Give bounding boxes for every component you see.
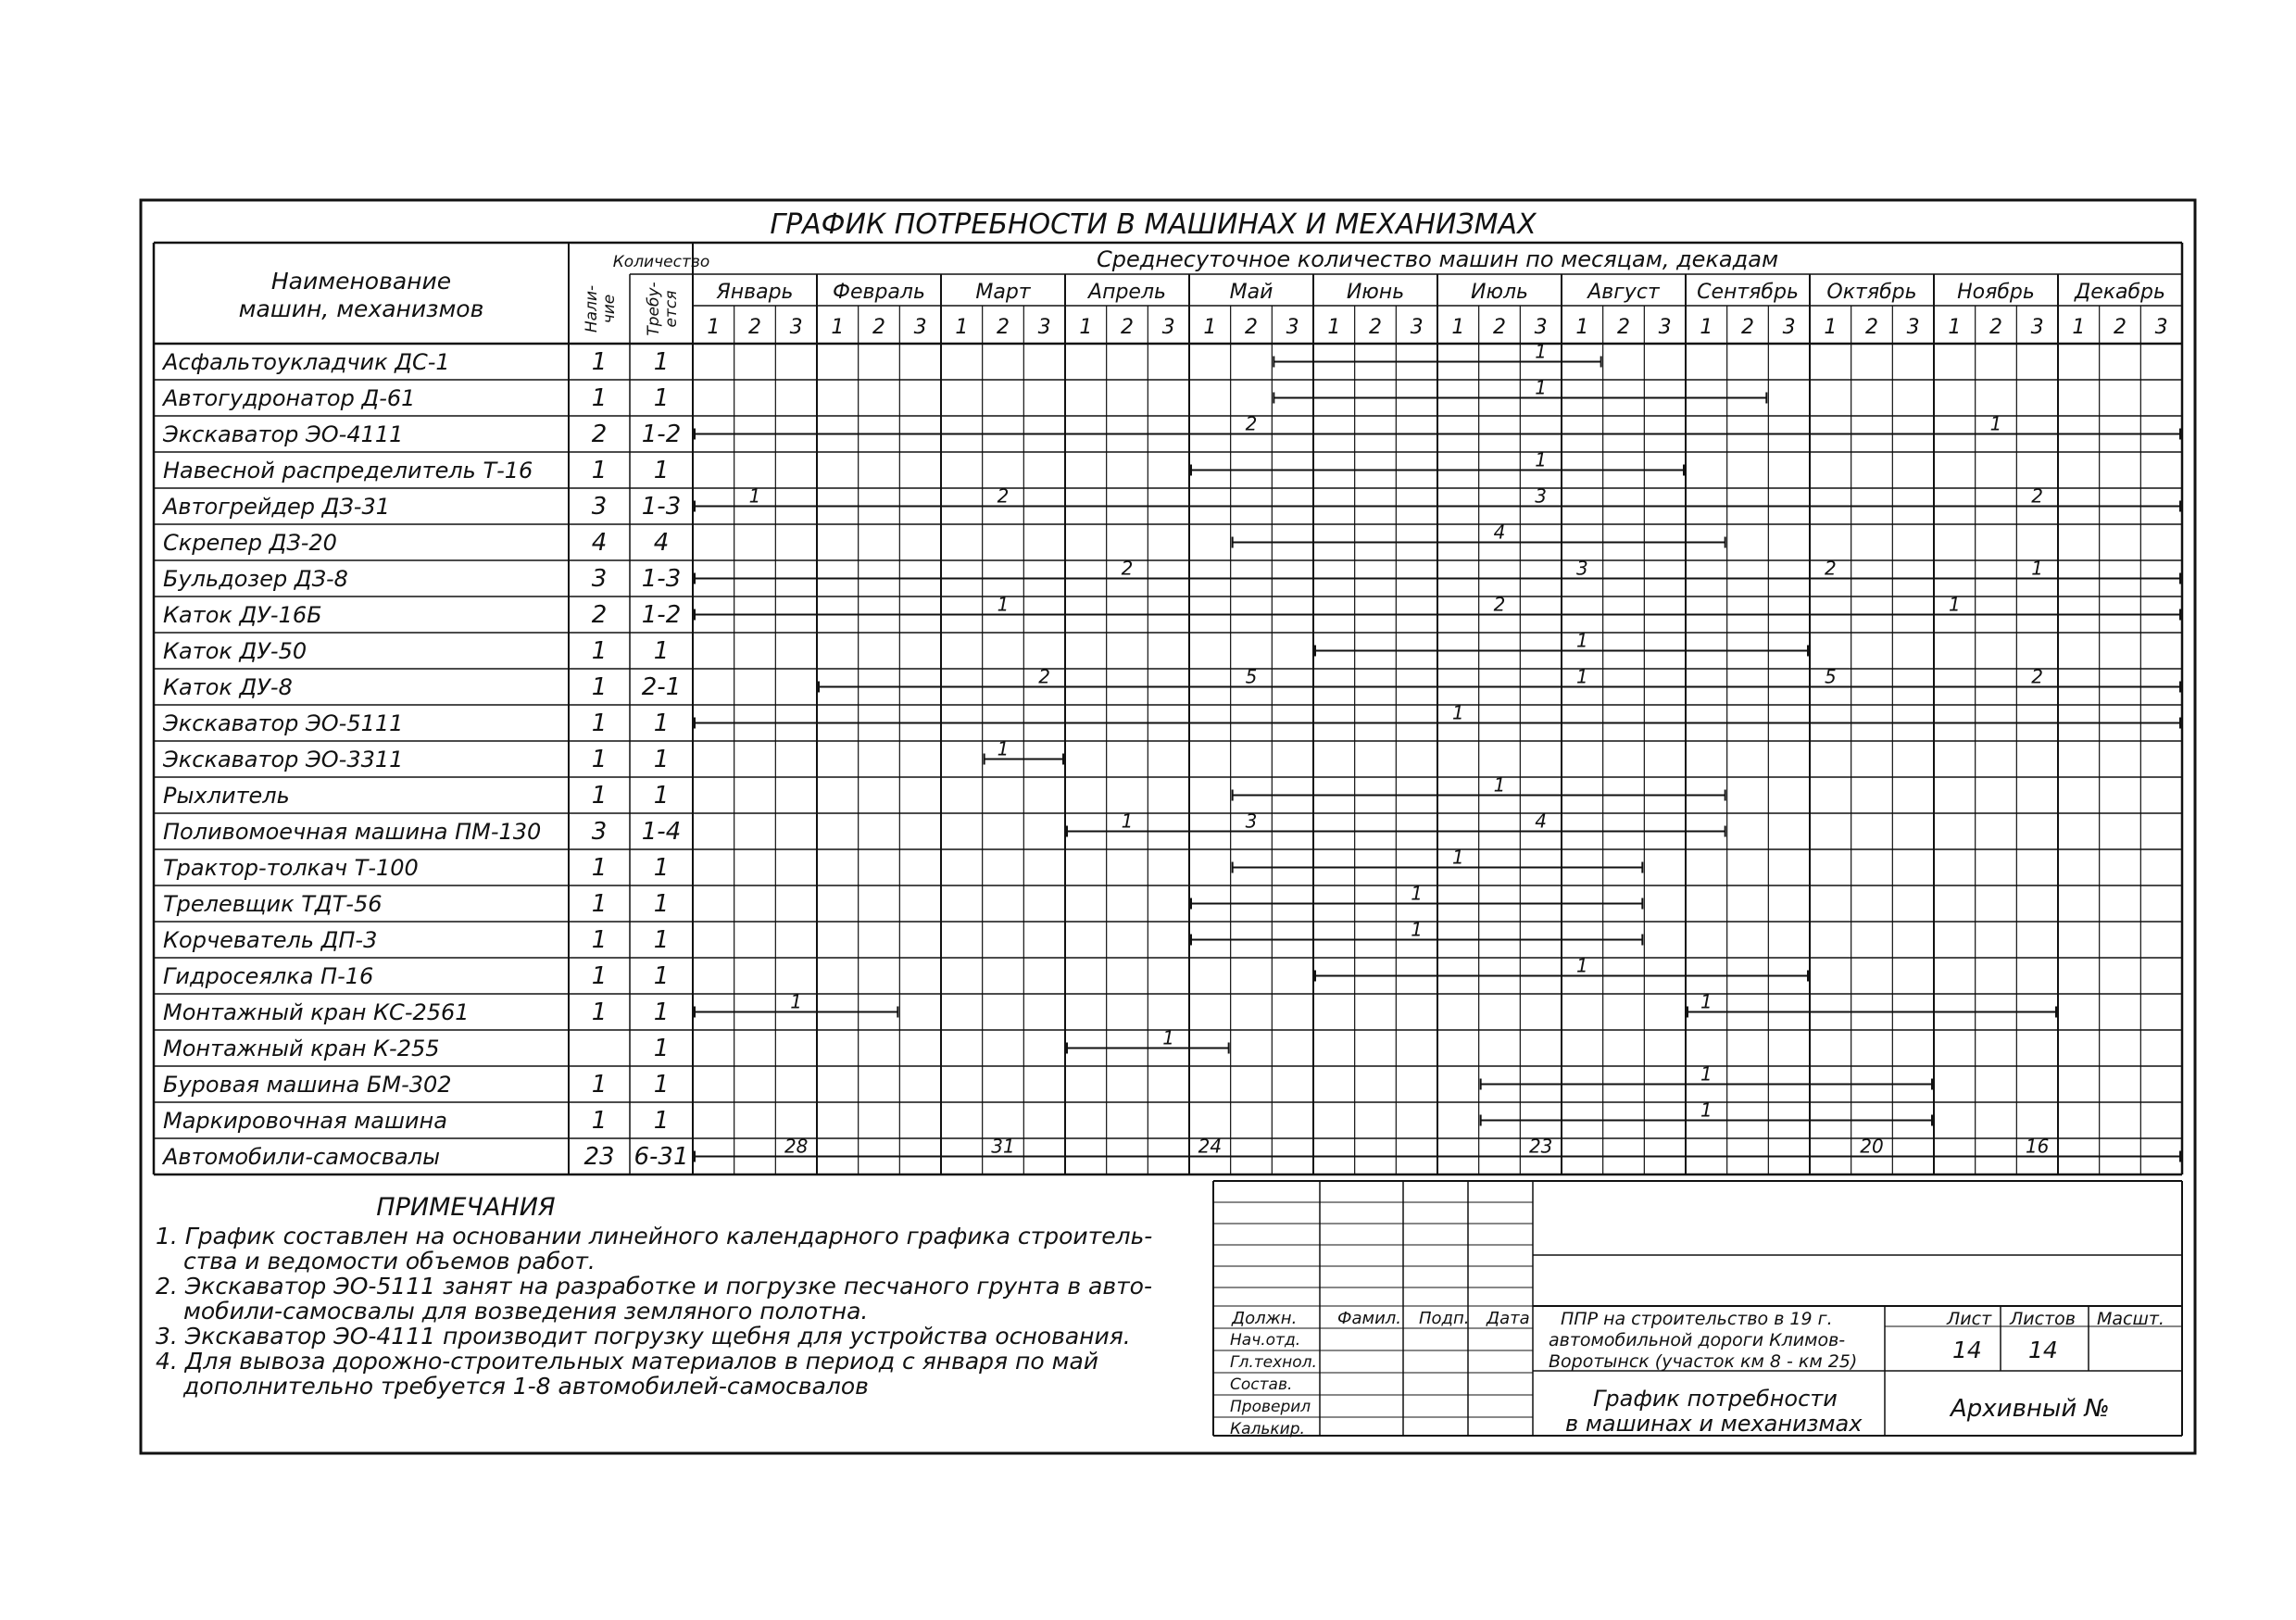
bar-value-label: 1 (1535, 340, 1548, 363)
table-row (163, 774, 1725, 810)
machine-name: Трактор-толкач Т-100 (163, 855, 419, 881)
machine-name: Каток ДУ-8 (163, 674, 293, 700)
bar-value-label: 28 (784, 1135, 809, 1158)
qty-have: 1 (591, 348, 608, 376)
machine-name: Экскаватор ЭО-3311 (163, 747, 404, 772)
qty-need: 1-2 (641, 601, 682, 629)
decade-label: 2 (1369, 316, 1382, 339)
bar-value-label: 1 (1451, 846, 1464, 869)
header-name-col: Наименование (270, 268, 452, 295)
qty-need: 1-3 (641, 493, 682, 521)
decade-label: 1 (831, 316, 845, 339)
table-row (163, 1063, 1932, 1099)
qty-have: 1 (591, 962, 608, 990)
bar-value-label: 1 (1451, 701, 1464, 724)
qty-need: 1 (653, 854, 670, 882)
qty-need: 1-4 (641, 818, 682, 846)
qty-need: 1 (653, 890, 670, 918)
decade-label: 3 (1037, 316, 1051, 339)
qty-have: 1 (591, 673, 608, 701)
decade-label: 3 (1906, 316, 1920, 339)
header-avg-col: Среднесуточное количество машин по месяцам, декадам (1096, 246, 1779, 272)
bar-value-label: 3 (1575, 557, 1588, 580)
month-label: Январь (716, 281, 794, 304)
bar-value-label: 1 (1493, 773, 1506, 797)
decade-label: 3 (1410, 316, 1424, 339)
tb-project-line: автомобильной дороги Климов- (1549, 1330, 1846, 1350)
page-title: ГРАФИК ПОТРЕБНОСТИ В МАШИНАХ И МЕХАНИЗМАХ (770, 208, 1537, 241)
decade-label: 2 (1245, 316, 1258, 339)
table-row (163, 810, 1725, 847)
decade-label: 3 (1286, 316, 1299, 339)
bar-value-label: 1 (997, 593, 1010, 616)
qty-need: 1 (653, 926, 670, 954)
decade-label: 1 (1079, 316, 1093, 339)
qty-need: 1 (653, 384, 670, 412)
decade-label: 3 (2154, 316, 2168, 339)
machine-name: Буровая машина БМ-302 (163, 1072, 452, 1098)
bar-value-label: 1 (1700, 1099, 1713, 1122)
table-row (163, 919, 1642, 955)
header-need-col-line: ется (662, 290, 681, 328)
header-need-col-line: Требу- (645, 282, 663, 336)
decade-label: 2 (872, 316, 885, 339)
qty-need: 1 (653, 962, 670, 990)
qty-have: 4 (591, 529, 608, 557)
qty-need: 1 (653, 1035, 670, 1062)
qty-need: 1-2 (641, 421, 682, 448)
qty-need: 1 (653, 998, 670, 1026)
note-item: 4. Для вывоза дорожно-строительных материалов в период с января по май дополнительно требуется 1-8 автомобилей-самосвалов (156, 1348, 1099, 1400)
table-row (163, 1099, 1932, 1136)
machine-name: Автогудронатор Д-61 (163, 385, 416, 411)
bar-value-label: 5 (1824, 665, 1837, 688)
qty-have: 23 (583, 1143, 615, 1171)
table-body (161, 341, 2180, 1172)
table-row (163, 1027, 1229, 1063)
bar-value-label: 23 (1528, 1135, 1553, 1158)
bar-value-label: 16 (2025, 1135, 2050, 1158)
month-label: Апрель (1088, 281, 1166, 304)
table-row (162, 413, 2180, 449)
qty-have: 3 (591, 818, 608, 846)
table-row (163, 558, 2180, 594)
qty-have: 1 (591, 890, 608, 918)
table-row (163, 449, 1684, 485)
bar-value-label: 5 (1245, 665, 1258, 688)
table-row (163, 666, 2180, 702)
machine-name: Маркировочная машина (163, 1108, 447, 1134)
bar-value-label: 1 (790, 990, 803, 1013)
bar-value-label: 2 (1493, 593, 1506, 616)
qty-have: 1 (591, 998, 608, 1026)
tb-project-line: ППР на строительство в 19 г. (1561, 1309, 1833, 1329)
header-have-col-line: Нали- (583, 284, 601, 333)
table-row (161, 485, 2180, 521)
bar-value-label: 1 (1535, 376, 1548, 399)
bar-value-label: 1 (1411, 918, 1424, 941)
bar-value-label: 31 (991, 1135, 1015, 1158)
qty-have: 1 (591, 637, 608, 665)
bar-value-label: 1 (1700, 1062, 1713, 1086)
machine-name: Экскаватор ЭО-4111 (163, 421, 404, 447)
qty-have: 1 (591, 457, 608, 484)
qty-have: 3 (591, 493, 608, 521)
note-item: 2. Экскаватор ЭО-5111 занят на разработке и погрузке песчаного грунта в авто- мобили-самосвалы для возведения земляного полотна. (156, 1273, 1152, 1325)
machine-name: Каток ДУ-50 (163, 638, 307, 664)
qty-need: 1-3 (641, 565, 682, 593)
machine-name: Трелевщик ТДТ-56 (163, 891, 383, 917)
bar-value-label: 1 (1948, 593, 1961, 616)
table-row (163, 991, 2056, 1027)
month-label: Июль (1470, 281, 1529, 304)
table-row (163, 883, 1642, 919)
bar-value-label: 1 (1535, 448, 1548, 471)
month-label: Август (1587, 281, 1660, 304)
decade-label: 3 (2030, 316, 2044, 339)
bar-value-label: 1 (997, 737, 1010, 760)
table-row (161, 1136, 2180, 1172)
qty-need: 1 (653, 1071, 670, 1099)
qty-have: 1 (591, 710, 608, 737)
table-row (163, 847, 1642, 883)
decade-label: 2 (997, 316, 1010, 339)
machine-name: Монтажный кран К-255 (163, 1036, 440, 1061)
machine-name: Асфальтоукладчик ДС-1 (163, 349, 450, 375)
qty-have: 2 (591, 601, 608, 629)
notes-section (156, 1195, 1202, 1399)
tb-col-head: Должн. (1232, 1309, 1298, 1328)
bar-value-label: 20 (1860, 1135, 1884, 1158)
qty-have: 2 (591, 421, 608, 448)
tb-drawing-title: График потребности (1593, 1386, 1838, 1412)
tb-sheets-count: 14 (2028, 1337, 2058, 1363)
decade-label: 1 (707, 316, 721, 339)
table-row (162, 738, 1063, 774)
table-row (163, 594, 2180, 630)
machine-name: Автогрейдер ДЗ-31 (163, 494, 390, 520)
qty-have: 3 (591, 565, 608, 593)
tb-col-head: Дата (1487, 1309, 1530, 1328)
qty-have: 1 (591, 746, 608, 773)
bar-value-label: 1 (1411, 882, 1424, 905)
month-label: Март (975, 281, 1031, 304)
tb-role: Гл.технол. (1230, 1353, 1317, 1372)
decade-label: 2 (1493, 316, 1506, 339)
month-label: Ноябрь (1957, 281, 2035, 304)
machine-name: Бульдозер ДЗ-8 (163, 566, 348, 592)
decade-label: 2 (1989, 316, 2002, 339)
bar-value-label: 24 (1198, 1135, 1223, 1158)
header-have-col-line: чие (600, 294, 619, 324)
month-label: Октябрь (1826, 281, 1917, 304)
qty-need: 1 (653, 637, 670, 665)
bar-value-label: 2 (997, 484, 1010, 508)
qty-have: 1 (591, 854, 608, 882)
bar-value-label: 2 (1824, 557, 1837, 580)
machine-name: Автомобили-самосвалы (163, 1144, 441, 1170)
qty-need: 2-1 (641, 673, 682, 701)
bar-value-label: 2 (2031, 665, 2044, 688)
decade-label: 2 (1741, 316, 1754, 339)
tb-col-head: Подп. (1419, 1309, 1470, 1328)
bar-value-label: 2 (2031, 484, 2044, 508)
qty-need: 1 (653, 710, 670, 737)
qty-have: 1 (591, 782, 608, 810)
decade-label: 1 (1327, 316, 1341, 339)
decade-label: 1 (1203, 316, 1217, 339)
decade-label: 1 (1451, 316, 1465, 339)
machine-name: Навесной распределитель Т-16 (163, 458, 533, 483)
month-label: Февраль (833, 281, 925, 304)
decade-label: 3 (1782, 316, 1796, 339)
bar-value-label: 2 (1121, 557, 1134, 580)
bar-value-label: 4 (1535, 810, 1548, 833)
decade-label: 3 (1534, 316, 1548, 339)
qty-need: 6-31 (634, 1143, 689, 1171)
qty-have: 1 (591, 926, 608, 954)
month-label: Сентябрь (1697, 281, 1799, 304)
decade-label: 3 (1161, 316, 1175, 339)
decade-label: 3 (1658, 316, 1672, 339)
month-label: Декабрь (2075, 281, 2165, 304)
bar-value-label: 1 (1121, 810, 1134, 833)
bar-value-label: 1 (1989, 412, 2002, 435)
tb-project-line: Воротынск (участок км 8 - км 25) (1549, 1351, 1858, 1372)
header-need-col (645, 282, 681, 335)
bar-value-label: 4 (1493, 521, 1506, 544)
bar-value-label: 1 (1700, 990, 1713, 1013)
qty-need: 1 (653, 1107, 670, 1135)
note-item: 3. Экскаватор ЭО-4111 производит погрузку щебня для устройства основания. (156, 1323, 1131, 1350)
decade-label: 3 (913, 316, 927, 339)
decade-label: 2 (1617, 316, 1630, 339)
decade-label: 1 (955, 316, 969, 339)
machine-name: Корчеватель ДП-3 (163, 927, 378, 953)
tb-role: Нач.отд. (1230, 1331, 1301, 1350)
qty-have: 1 (591, 384, 608, 412)
table-header (239, 246, 2168, 339)
tb-drawing-title: в машинах и механизмах (1565, 1411, 1863, 1437)
tb-archive-number: Архивный № (1951, 1395, 2110, 1423)
tb-role: Проверил (1230, 1398, 1311, 1416)
header-have-col (583, 285, 619, 333)
tb-sheet-label: Лист (1947, 1309, 1992, 1329)
qty-need: 1 (653, 348, 670, 376)
tb-sheet-number: 14 (1952, 1337, 1982, 1363)
decade-label: 3 (789, 316, 803, 339)
bar-value-label: 1 (1575, 954, 1588, 977)
tb-col-head: Фамил. (1337, 1309, 1402, 1328)
qty-need: 1 (653, 457, 670, 484)
bar-value-label: 1 (2031, 557, 2044, 580)
machine-name: Скрепер ДЗ-20 (163, 530, 337, 556)
bar-value-label: 1 (748, 484, 761, 508)
qty-need: 1 (653, 746, 670, 773)
decade-label: 2 (2114, 316, 2127, 339)
machine-name: Поливомоечная машина ПМ-130 (163, 819, 542, 845)
decade-label: 1 (1824, 316, 1838, 339)
note-item: 1. График составлен на основании линейного календарного графика строитель- ства и ведомости объемов работ. (156, 1223, 1153, 1275)
tb-sheets-label: Листов (2010, 1309, 2076, 1329)
table-row (161, 341, 1601, 377)
qty-have: 1 (591, 1071, 608, 1099)
table-row (161, 377, 1766, 413)
qty-have: 1 (591, 1107, 608, 1135)
decade-label: 2 (1865, 316, 1878, 339)
tb-role: Калькир. (1230, 1420, 1305, 1438)
decade-label: 1 (2072, 316, 2086, 339)
month-label: Июнь (1346, 281, 1405, 304)
machine-name: Рыхлитель (163, 783, 290, 809)
decade-label: 1 (1575, 316, 1589, 339)
bar-value-label: 3 (1245, 810, 1258, 833)
header-name-col: машин, механизмов (238, 295, 484, 322)
month-label: Май (1229, 281, 1273, 304)
machine-name: Каток ДУ-16Б (163, 602, 322, 628)
notes-title: ПРИМЕЧАНИЯ (376, 1193, 556, 1222)
bar-value-label: 1 (1162, 1026, 1175, 1049)
machine-name: Монтажный кран КС-2561 (163, 999, 470, 1025)
table-row (163, 521, 1725, 558)
decade-label: 2 (748, 316, 761, 339)
tb-scale-label: Масшт. (2097, 1309, 2164, 1329)
bar-value-label: 3 (1535, 484, 1548, 508)
decade-label: 1 (1948, 316, 1962, 339)
machine-name: Экскаватор ЭО-5111 (163, 710, 404, 736)
bar-value-label: 2 (1245, 412, 1258, 435)
decade-label: 1 (1700, 316, 1713, 339)
table-row (162, 702, 2180, 738)
decade-label: 2 (1121, 316, 1134, 339)
qty-need: 4 (653, 529, 670, 557)
qty-need: 1 (653, 782, 670, 810)
bar-value-label: 2 (1038, 665, 1051, 688)
header-qty-col: Количество (612, 253, 710, 271)
tb-role: Состав. (1230, 1375, 1293, 1394)
bar-value-label: 1 (1575, 629, 1588, 652)
bar-value-label: 1 (1575, 665, 1588, 688)
machine-name: Гидросеялка П-16 (163, 963, 374, 989)
